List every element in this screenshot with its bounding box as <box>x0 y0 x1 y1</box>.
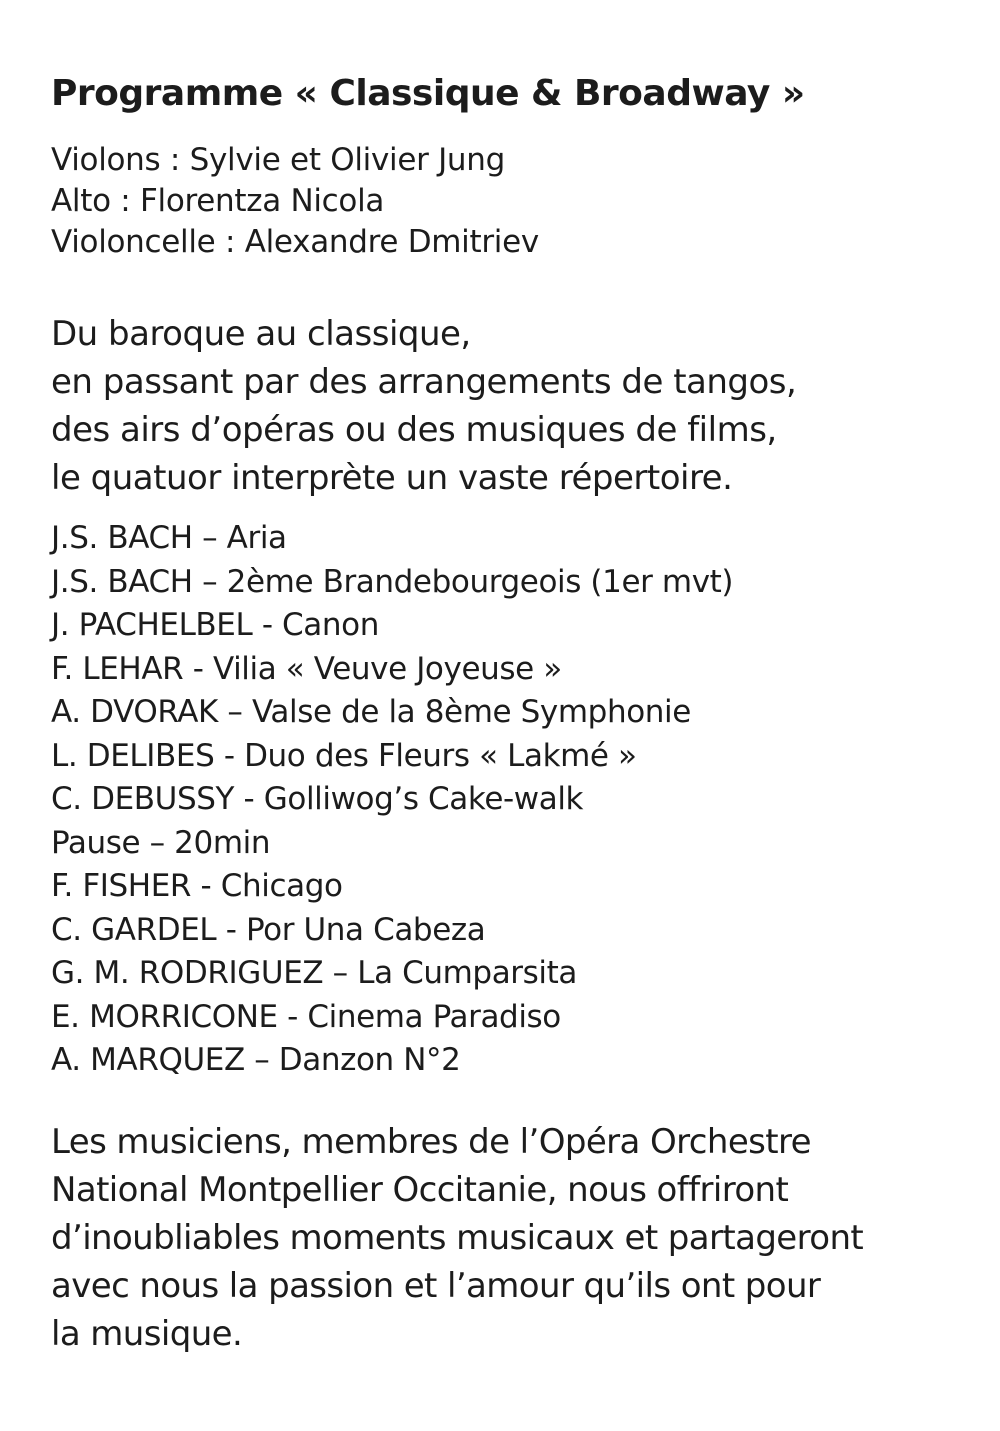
program-item: A. MARQUEZ – Danzon N°2 <box>51 1042 461 1078</box>
program-item: C. DEBUSSY - Golliwog’s Cake-walk <box>51 781 584 817</box>
closing-paragraph <box>51 1118 863 1358</box>
page-title: Programme « Classique & Broadway » <box>51 73 805 114</box>
intro-line: le quatuor interprète un vaste répertoire. <box>51 458 733 498</box>
intro-line: Du baroque au classique, <box>51 314 471 354</box>
intro-line: en passant par des arrangements de tangos, <box>51 362 797 402</box>
program-item: G. M. RODRIGUEZ – La Cumparsita <box>51 955 577 991</box>
musician-viola: Alto : Florentza Nicola <box>51 183 385 219</box>
program-item: C. GARDEL - Por Una Cabeza <box>51 911 486 948</box>
program-item: F. FISHER - Chicago <box>51 868 343 904</box>
program-item: A. DVORAK – Valse de la 8ème Symphonie <box>51 694 691 730</box>
program-item: J.S. BACH – Aria <box>51 520 287 556</box>
program-item: L. DELIBES - Duo des Fleurs « Lakmé » <box>51 737 637 774</box>
program-item: E. MORRICONE - Cinema Paradiso <box>51 998 561 1035</box>
musician-violins: Violons : Sylvie et Olivier Jung <box>51 142 506 178</box>
program-pause: Pause – 20min <box>51 824 271 861</box>
program-item: J.S. BACH – 2ème Brandebourgeois (1er mvt) <box>51 563 734 600</box>
intro-line: des airs d’opéras ou des musiques de films, <box>51 410 777 450</box>
closing-line: Les musiciens, membres de l’Opéra Orchestre <box>51 1122 811 1162</box>
program-list <box>51 517 733 1083</box>
musician-cello: Violoncelle : Alexandre Dmitriev <box>51 224 539 260</box>
closing-line: National Montpellier Occitanie, nous offriront <box>51 1170 789 1210</box>
closing-line: avec nous la passion et l’amour qu’ils ont pour <box>51 1266 821 1306</box>
program-item: J. PACHELBEL - Canon <box>51 607 379 643</box>
musicians-list <box>51 140 539 263</box>
closing-line: d’inoubliables moments musicaux et partageront <box>51 1218 864 1258</box>
program-item: F. LEHAR - Vilia « Veuve Joyeuse » <box>51 650 562 687</box>
closing-line: la musique. <box>51 1314 243 1354</box>
intro-paragraph <box>51 310 796 502</box>
